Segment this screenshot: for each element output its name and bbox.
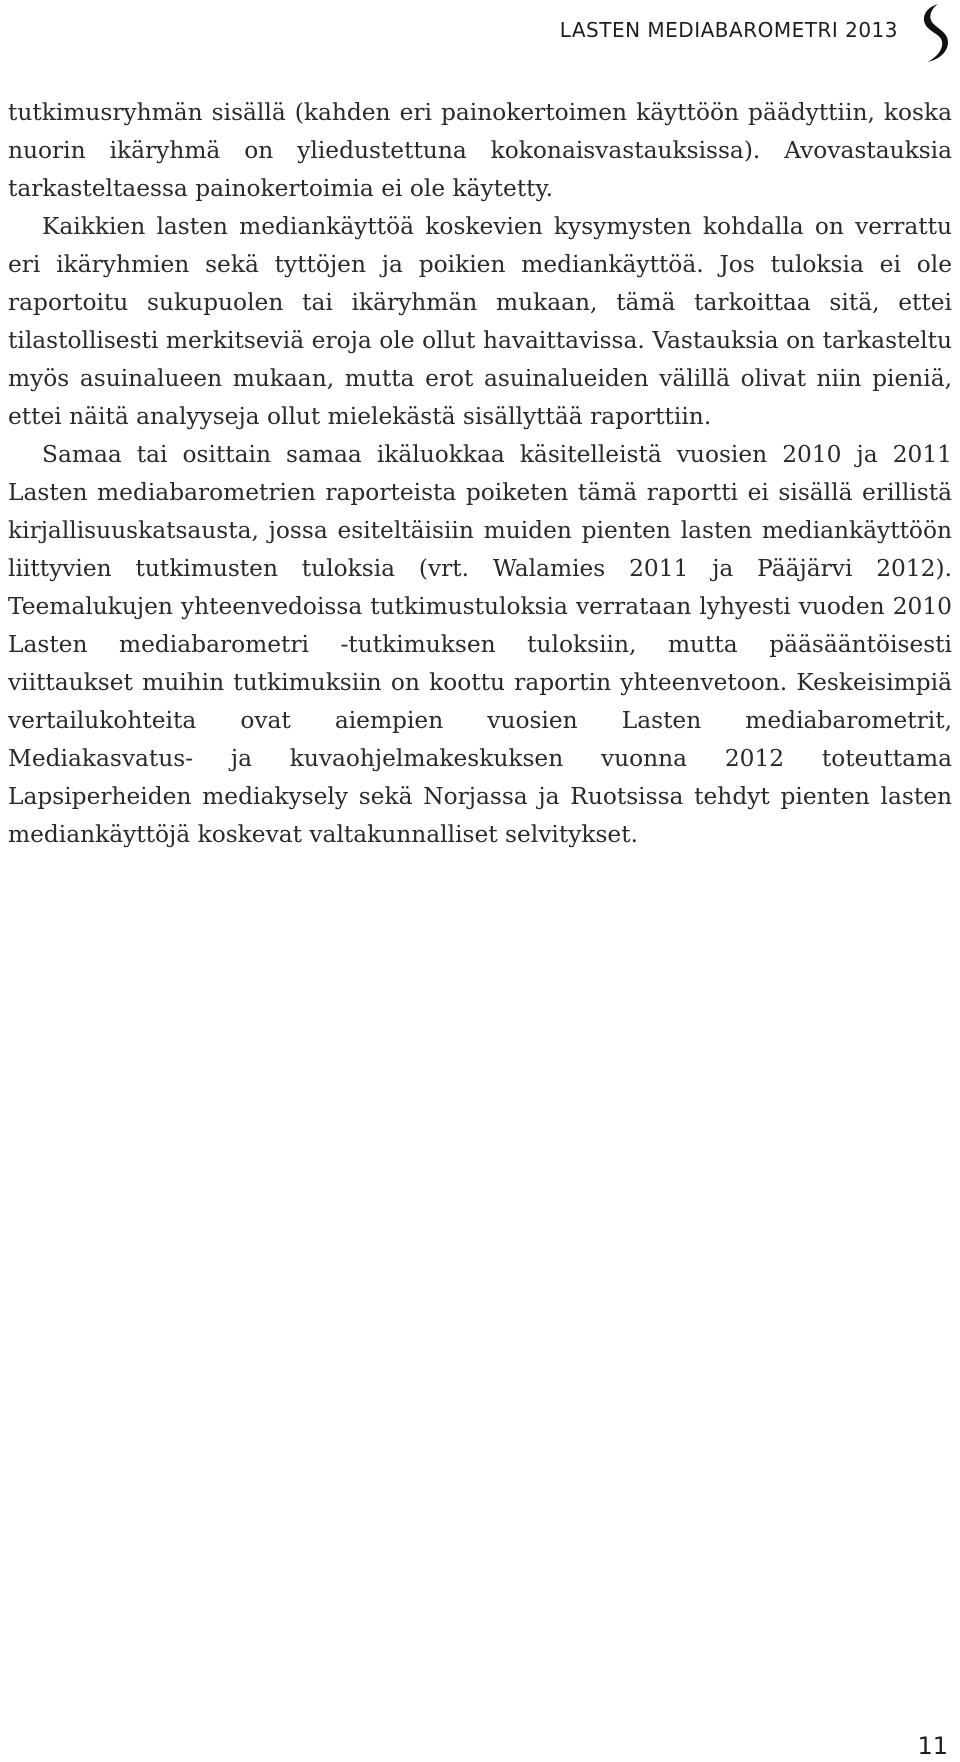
running-header: LASTEN MEDIABAROMETRI 2013 — [559, 18, 898, 42]
stylized-s-logo-icon — [914, 0, 954, 64]
body-text — [8, 94, 952, 854]
page-number: 11 — [917, 1732, 948, 1760]
paragraph-comparisons: Kaikkien lasten mediankäyttöä koskevien kysymysten kohdalla on verrattu eri ikäryhmien sekä tyttöjen ja poikien mediankäyttöä. Jos tuloksia ei ole raportoitu sukupuolen tai ikäryhmän mukaan, tämä tarkoittaa sitä, ettei tilastollisesti merkitseviä eroja ole ollut havaittavissa. Vastauksia on tarkasteltu myös asuinalueen mukaan, mutta erot asuinalueiden välillä olivat niin pieniä, ettei näitä analyyseja ollut mielekästä sisällyttää raporttiin. — [8, 213, 952, 430]
paragraph-continuation: tutkimusryhmän sisällä (kahden eri painokertoimen käyttöön päädyttiin, koska nuorin ikäryhmä on yliedustettuna kokonaisvastauksissa). Avovastauksia tarkasteltaessa painokertoimia ei ole käytetty. — [8, 99, 952, 202]
paragraph-literature: Samaa tai osittain samaa ikäluokkaa käsitelleistä vuosien 2010 ja 2011 Lasten mediabarometrien raporteista poiketen tämä raportti ei sisällä erillistä kirjallisuuskatsausta, jossa esiteltäisiin muiden pienten lasten mediankäyttöön liittyvien tutkimusten tuloksia (vrt. Walamies 2011 ja Pääjärvi 2012). Teemalukujen yhteenvedoissa tutkimustuloksia verrataan lyhyesti vuoden 2010 Lasten mediabarometri -tutkimuksen tuloksiin, mutta pääsääntöisesti viittaukset muihin tutkimuksiin on koottu raportin yhteenvetoon. Keskeisimpiä vertailukohteita ovat aiempien vuosien Lasten mediabarometrit, Mediakasvatus- ja kuvaohjelmakeskuksen vuonna 2012 toteuttama Lapsiperheiden mediakysely sekä Norjassa ja Ruotsissa tehdyt pienten lasten mediankäyttöjä koskevat valtakunnalliset selvitykset. — [8, 441, 952, 848]
